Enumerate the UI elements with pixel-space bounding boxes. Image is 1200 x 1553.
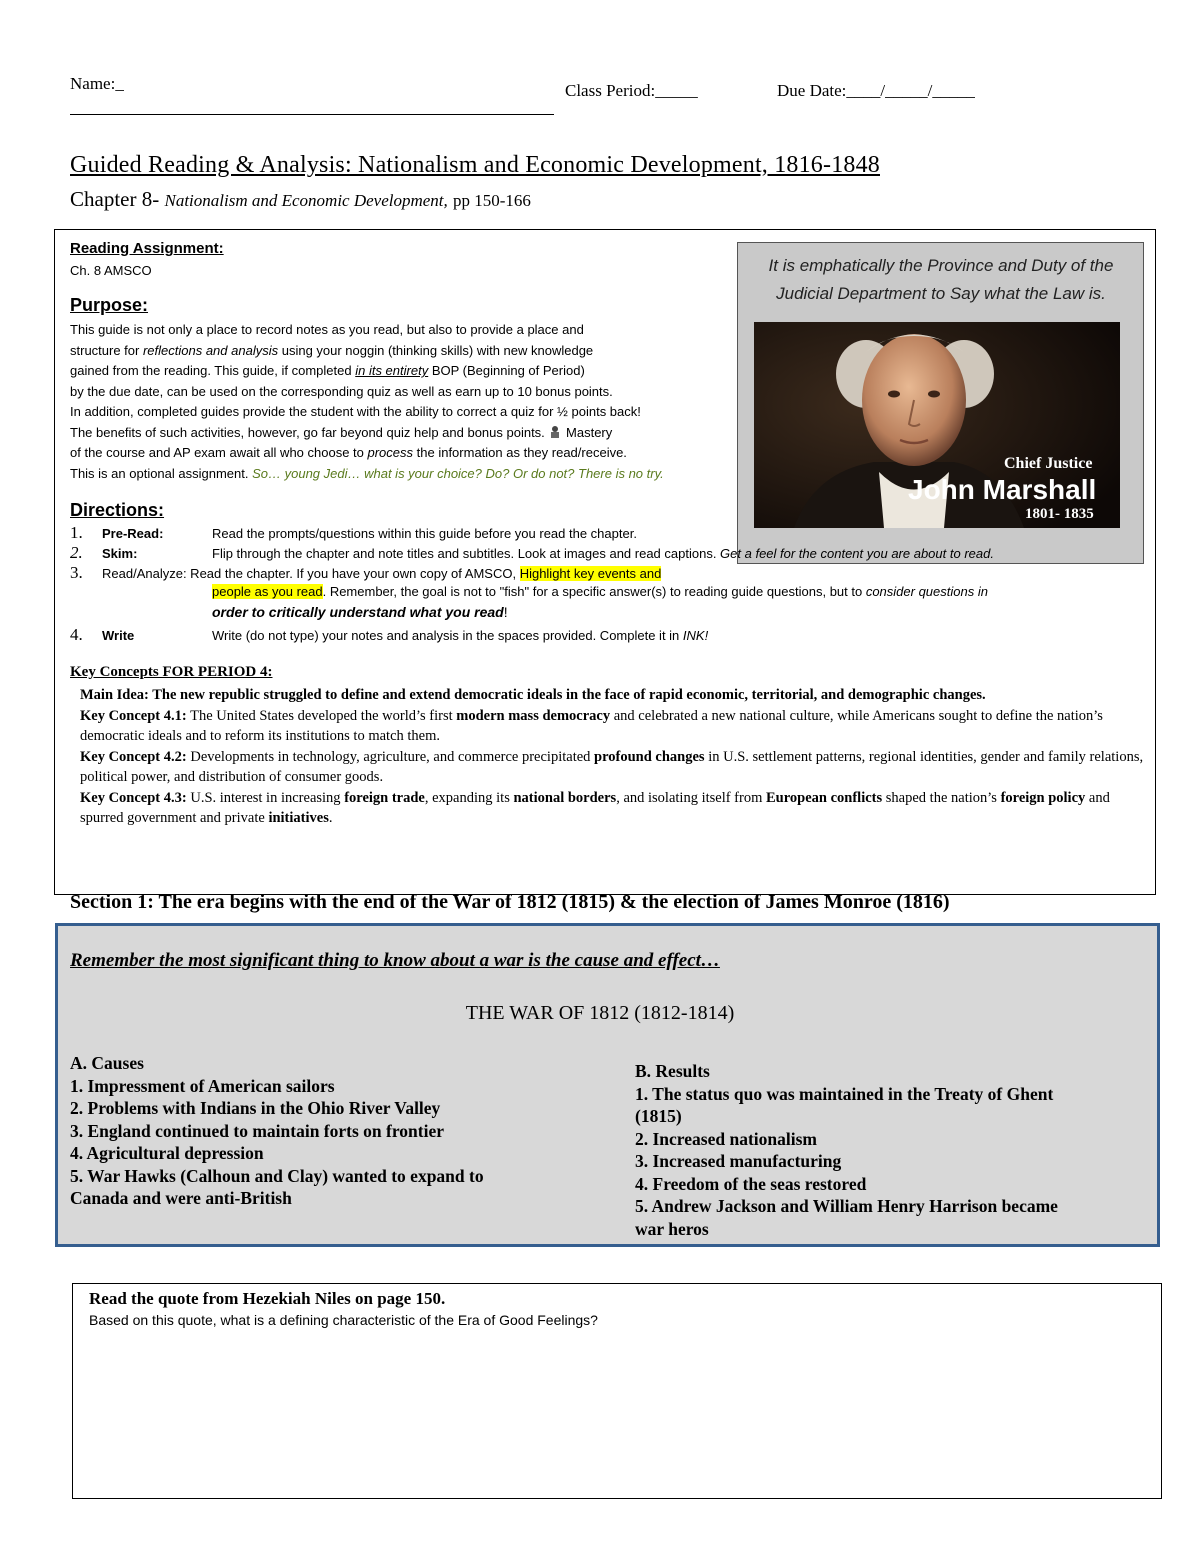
highlighted-text: people as you read <box>212 584 323 599</box>
list-item: 3. Increased manufacturing <box>635 1151 842 1171</box>
war-causes-list <box>70 1052 540 1210</box>
portrait-caption-name: John Marshall <box>908 474 1097 505</box>
purpose-line: The benefits of such activities, however, go far beyond quiz help and bonus points. Mastery <box>70 424 613 440</box>
direction-item-preread: 1. Pre-Read: Read the prompts/questions within this guide before you read the chapter. <box>70 523 637 542</box>
war-heading: THE WAR OF 1812 (1812-1814) <box>465 1002 735 1024</box>
due-date-field[interactable]: Due Date:____/_____/_____ <box>777 81 975 100</box>
portrait-caption-title: Chief Justice <box>1004 455 1093 472</box>
purpose-line: This guide is not only a place to record notes as you read, but also to provide a place and <box>70 322 584 337</box>
class-period-field[interactable]: Class Period:_____ <box>565 81 698 100</box>
direction-item-read-analyze: 3. Read/Analyze: Read the chapter. If you have your own copy of AMSCO, Highlight key events and <box>70 563 662 582</box>
chapter-title: Nationalism and Economic Development, <box>164 191 448 210</box>
reading-assignment-label: Reading Assignment: <box>70 240 224 257</box>
purpose-text <box>70 320 750 484</box>
key-concepts-label: Key Concepts FOR PERIOD 4: <box>70 664 273 680</box>
direction-item-skim: 2. Skim: Flip through the chapter and note titles and subtitles. Look at images and read captions. Get a feel for the content you are about to read. <box>70 543 994 562</box>
list-item: 5. War Hawks (Calhoun and Clay) wanted to expand to Canada and were anti-British <box>70 1165 484 1208</box>
list-item: 4. Freedom of the seas restored <box>635 1173 867 1194</box>
causes-heading: A. Causes <box>70 1053 144 1073</box>
key-concept-4-3: Key Concept 4.3: U.S. interest in increasing foreign trade, expanding its national borders, and isolating itself from European conflicts shaped the nation’s foreign policy and spurred government and private initiatives. <box>80 789 1110 826</box>
list-item: 2. Problems with Indians in the Ohio River Valley <box>70 1098 441 1118</box>
purpose-line: by the due date, can be used on the corresponding quiz as well as earn up to 10 bonus points. <box>70 383 613 399</box>
highlighted-text: Highlight key events and <box>519 566 662 581</box>
direction-item-write: 4. Write Write (do not type) your notes and analysis in the spaces provided. Complete it in INK! <box>70 625 709 644</box>
chapter-heading <box>70 187 531 212</box>
purpose-line: structure for reflections and analysis using your noggin (thinking skills) with new knowledge <box>70 342 594 358</box>
section-1-title: Section 1: The era begins with the end of the War of 1812 (1815) & the election of James Monroe (1816) <box>70 891 950 913</box>
marshall-quote: It is emphatically the Province and Duty of the Judicial Department to Say what the Law is. <box>768 256 1114 303</box>
direction-item-read-analyze-cont: people as you read. Remember, the goal is not to "fish" for a specific answer(s) to reading guide questions, but to consider questions in <box>212 584 988 599</box>
key-concepts-block <box>80 685 1148 829</box>
directions-label: Directions: <box>70 500 165 520</box>
name-blank-line[interactable] <box>70 114 554 115</box>
reading-assignment-value: Ch. 8 AMSCO <box>70 263 152 278</box>
purpose-line: gained from the reading. This guide, if completed in its entirety BOP (Beginning of Period) <box>70 363 585 378</box>
war-remember-note: Remember the most significant thing to know about a war is the cause and effect… <box>70 950 720 971</box>
list-item: 4. Agricultural depression <box>70 1143 264 1163</box>
list-item: 1. Impressment of American sailors <box>70 1075 335 1096</box>
purpose-label: Purpose: <box>70 295 149 315</box>
name-label: Name:_ <box>70 74 124 93</box>
list-item: 1. The status quo was maintained in the Treaty of Ghent (1815) <box>635 1083 1054 1126</box>
purpose-line: In addition, completed guides provide the student with the ability to correct a quiz for ½ points back! <box>70 404 641 419</box>
results-heading: B. Results <box>635 1061 710 1081</box>
chapter-prefix: Chapter 8- <box>70 187 160 211</box>
question-prompt: Based on this quote, what is a defining characteristic of the Era of Good Feelings? <box>89 1312 598 1328</box>
key-concept-4-2: Key Concept 4.2: Developments in technology, agriculture, and commerce precipitated profound changes in U.S. settlement patterns, regional identities, gender and family relations, political power, and distribution of consumer goods. <box>80 748 1144 785</box>
jedi-icon <box>548 425 562 439</box>
direction-item-read-analyze-cont2: order to critically understand what you read! <box>212 604 508 620</box>
list-item: 2. Increased nationalism <box>635 1128 817 1149</box>
chapter-pages: pp 150-166 <box>453 191 531 210</box>
list-item: 5. Andrew Jackson and William Henry Harrison became war heros <box>635 1196 1058 1239</box>
main-idea: Main Idea: The new republic struggled to define and extend democratic ideals in the face of rapid economic, territorial, and demographic changes. <box>80 687 986 703</box>
document-title: Guided Reading & Analysis: Nationalism and Economic Development, 1816-1848 <box>70 152 880 178</box>
purpose-line: of the course and AP exam await all who choose to process the information as they read/receive. <box>70 445 627 460</box>
purpose-line: This is an optional assignment. So… young Jedi… what is your choice? Do? Or do not? There is no try. <box>70 465 664 481</box>
question-title: Read the quote from Hezekiah Niles on page 150. <box>89 1289 446 1308</box>
key-concept-4-1: Key Concept 4.1: The United States developed the world’s first modern mass democracy and celebrated a new national culture, while Americans sought to define the nation’s democratic ideals and to reform its institutions to match them. <box>80 707 1103 744</box>
portrait-caption-years: 1801- 1835 <box>1025 506 1094 522</box>
war-results-list <box>635 1060 1065 1240</box>
list-item: 3. England continued to maintain forts on frontier <box>70 1120 445 1141</box>
